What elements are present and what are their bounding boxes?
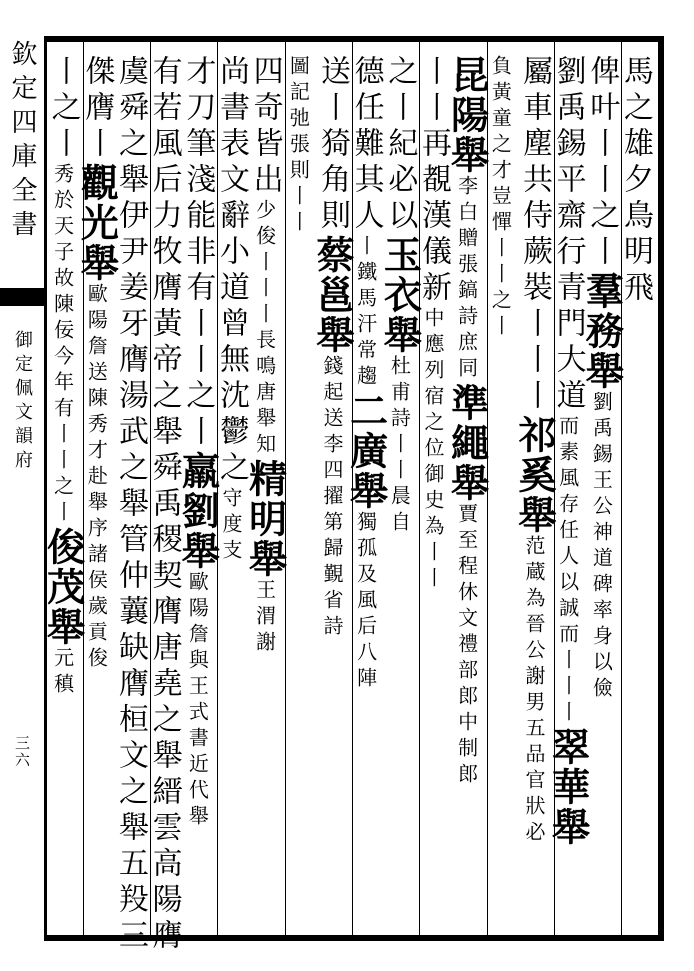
text-column (213, 55, 252, 930)
entry-text: 有若風后力牧膺黃帝之舉舜禹稷契膺唐堯之舉縉雲高陽膺 (146, 55, 182, 955)
entry-text: 俾叶丨丨之丨 (584, 55, 620, 271)
entry-text: 才刀筆淺能非有丨丨之丨 (180, 55, 216, 451)
text-column (579, 55, 625, 930)
entry-note: 守度支 (218, 487, 243, 565)
text-column (488, 55, 522, 930)
entry-note: 李白贈張鎬詩庶同 (454, 175, 479, 383)
entry-note: 負黃童之才豈憚丨丨之丨 (488, 55, 513, 341)
text-column (545, 55, 591, 930)
text-column (444, 55, 490, 930)
entry-note: 歐陽詹與王式書近代舉 (185, 571, 210, 831)
entry-heading: 祁奚舉 (511, 415, 557, 535)
text-column (112, 55, 151, 955)
margin-subtitle: 御定佩文韻府 (12, 330, 33, 474)
text-column (175, 55, 221, 930)
entry-text: 丨丨再覩漢儀新 (415, 55, 451, 307)
entry-text: 虞舜之舉伊尹姜牙膺湯武之舉管仲蘘缺膺桓文之舉五羖三 (112, 55, 148, 955)
entry-text: 劉禹錫平齋行青門大道 (550, 55, 586, 415)
entry-heading: 俊茂舉 (40, 527, 86, 647)
entry-text: 之丨紀必以 (382, 55, 418, 235)
entry-heading: 觀光舉 (74, 163, 120, 283)
fish-tail-mark (0, 288, 44, 306)
entry-note: 錢起送李四擢第歸覲省詩 (319, 355, 344, 641)
entry-heading: 羣務舉 (579, 271, 625, 391)
entry-heading: 羸劉舉 (175, 451, 221, 571)
entry-text: 傑膺丨 (79, 55, 115, 163)
right-border (658, 36, 664, 941)
entry-note: 圖記弛張則丨丨 (286, 55, 311, 237)
text-column (286, 55, 320, 930)
entry-note: 劉禹錫王公神道碑率身以儉 (589, 391, 614, 703)
entry-text: 德任難其人 (348, 55, 384, 235)
entry-heading: 蔡邕舉 (309, 235, 355, 355)
text-column (415, 55, 454, 930)
text-column (146, 55, 185, 955)
entry-note: 王渭謝 (252, 579, 277, 657)
entry-text: 尚書表文辭小道曾無沈鬱之 (213, 55, 249, 487)
text-column (242, 55, 288, 930)
entry-heading: 昆陽舉 (444, 55, 490, 175)
entry-heading: 翠華舉 (545, 727, 591, 847)
entry-note: 丨鐵馬汗常趨 (353, 235, 378, 391)
text-column (40, 55, 86, 930)
entry-heading: 精明舉 (242, 459, 288, 579)
entry-note: 而素風存任人以誠而丨丨丨 (555, 415, 580, 727)
entry-note: 元稹 (50, 647, 75, 699)
entry-text: 屬車塵共侍蕨裝丨丨丨 (516, 55, 552, 415)
entry-note: 少俊丨丨丨長鳴唐舉知 (252, 199, 277, 459)
entry-note: 范蔵為晉公謝男五品官狀必 (521, 535, 546, 847)
margin-title: 欽定四庫全書 (7, 40, 37, 244)
entry-text: 四奇皆出 (247, 55, 283, 199)
entry-note: 賈至程休文禮部郎中制郎 (454, 503, 479, 789)
margin-page-number: 三六 (13, 735, 31, 769)
top-border (44, 36, 664, 42)
entry-note: 杜甫詩丨丨晨自 (387, 355, 412, 537)
entry-note: 秀於天子故陳佞今年有丨丨之丨 (50, 163, 75, 527)
text-column (74, 55, 120, 930)
text-column (309, 55, 355, 930)
text-column (617, 55, 656, 930)
text-column (511, 55, 557, 930)
entry-heading: 二廣舉 (343, 391, 389, 511)
entry-text: 馬之雄夕鳥明飛 (617, 55, 653, 307)
entry-text: 送丨猗角則 (314, 55, 350, 235)
entry-note: 中應列宿之位御史為丨丨 (420, 307, 445, 593)
entry-heading: 準繩舉 (444, 383, 490, 503)
entry-note: 獨孤及風后八陣 (353, 511, 378, 693)
text-column (377, 55, 423, 930)
text-column (343, 55, 389, 930)
entry-text: 丨之丨 (45, 55, 81, 163)
entry-note: 歐陽詹送陳秀才赴舉序諸侯歲貢俊 (84, 283, 109, 673)
entry-heading: 玉衣舉 (377, 235, 423, 355)
